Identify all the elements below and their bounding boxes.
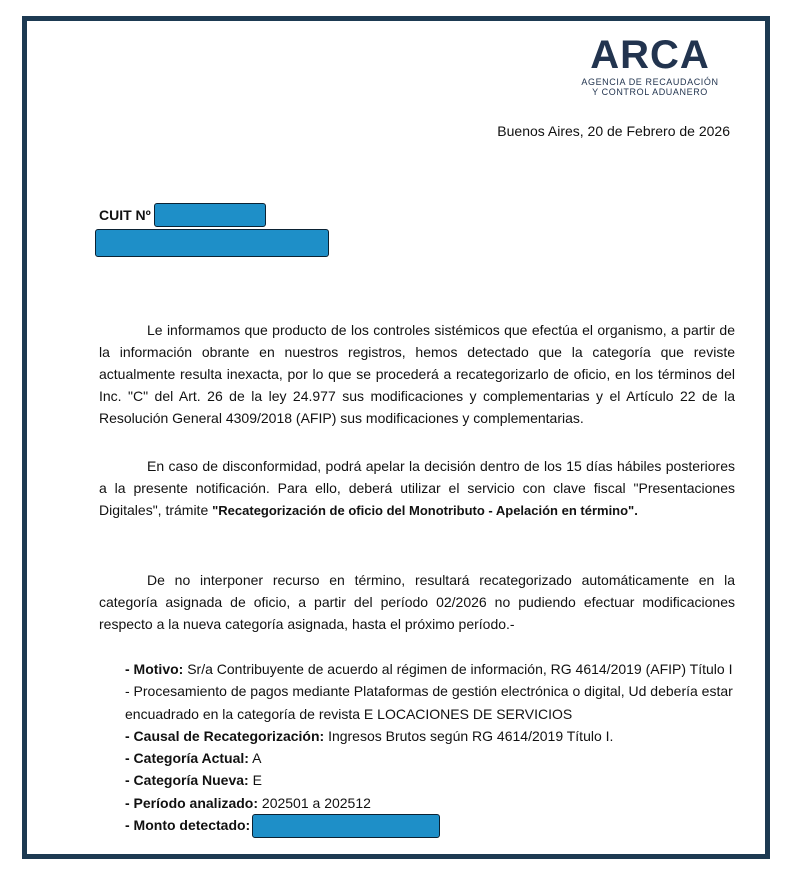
item-categoria-nueva — [125, 769, 737, 791]
logo-word: ARCA — [590, 33, 710, 77]
logo-subtitle-line2: Y CONTROL ADUANERO — [592, 87, 708, 97]
causal-label: - Causal de Recategorización: — [125, 727, 325, 744]
logo-subtitle-line1: AGENCIA DE RECAUDACIÓN — [581, 77, 719, 87]
cuit-redaction — [154, 203, 266, 227]
date-line: Buenos Aires, 20 de Febrero de 2026 — [497, 123, 730, 139]
motivo-label: - Motivo: — [125, 661, 184, 677]
item-periodo — [125, 792, 737, 814]
categoria-nueva-value: E — [252, 772, 262, 789]
appeal-text: En caso de disconformidad, podrá apelar la decisión dentro de los 15 días hábiles posteriores a la presente notificación. Para ello, deberá utilizar el servicio con clave fiscal "Presentaciones Digitales", trámite — [99, 458, 735, 518]
periodo-value: 202501 a 202512 — [261, 794, 371, 811]
paragraph-appeal — [99, 455, 735, 522]
item-motivo — [125, 658, 737, 725]
appeal-procedure: "Recategorización de oficio del Monotributo - Apelación en término". — [212, 503, 638, 518]
name-redaction — [95, 229, 329, 257]
paragraph-notice: Le informamos que producto de los controles sistémicos que efectúa el organismo, a partir de la información obrante en nuestros registros, hemos detectado que la categoría que reviste actualmente resulta inexacta, por lo que se procederá a recategorizarlo de oficio, en los términos del Inc. "C" del Art. 26 de la ley 24.977 sus modificaciones y complementarias y el Artículo 22 de la Resolución General 4309/2018 (AFIP) sus modificaciones y complementarias. — [99, 322, 735, 426]
paragraph-consequence: De no interponer recurso en término, resultará recategorizado automáticamente en la categoría asignada de oficio, a partir del período 02/2026 no pudiendo efectuar modificaciones respecto a la nueva categoría asignada, hasta el próximo período.- — [99, 572, 735, 632]
monto-redaction — [252, 814, 440, 838]
causal-text: Ingresos Brutos según RG 4614/2019 Título I. — [328, 727, 614, 744]
categoria-actual-value: A — [252, 750, 262, 767]
detail-list — [125, 658, 737, 838]
categoria-nueva-label: - Categoría Nueva: — [125, 772, 249, 789]
periodo-label: - Período analizado: — [125, 794, 259, 811]
categoria-actual-label: - Categoría Actual: — [125, 750, 249, 767]
item-categoria-actual — [125, 747, 737, 769]
cuit-row — [99, 203, 266, 227]
document-frame — [22, 16, 770, 859]
arca-logo — [570, 35, 730, 97]
item-monto — [125, 814, 737, 838]
cuit-label: CUIT Nº — [99, 207, 151, 223]
motivo-text: Sr/a Contribuyente de acuerdo al régimen de información, RG 4614/2019 (AFIP) Título I - Procesamiento de pagos mediante Plataformas de gestión electrónica o digital, Ud debería estar encuadrado en la categoría de revista E LOCACIONES DE SERVICIOS — [125, 661, 733, 722]
monto-label: - Monto detectado: — [125, 817, 251, 834]
item-causal — [125, 725, 737, 747]
